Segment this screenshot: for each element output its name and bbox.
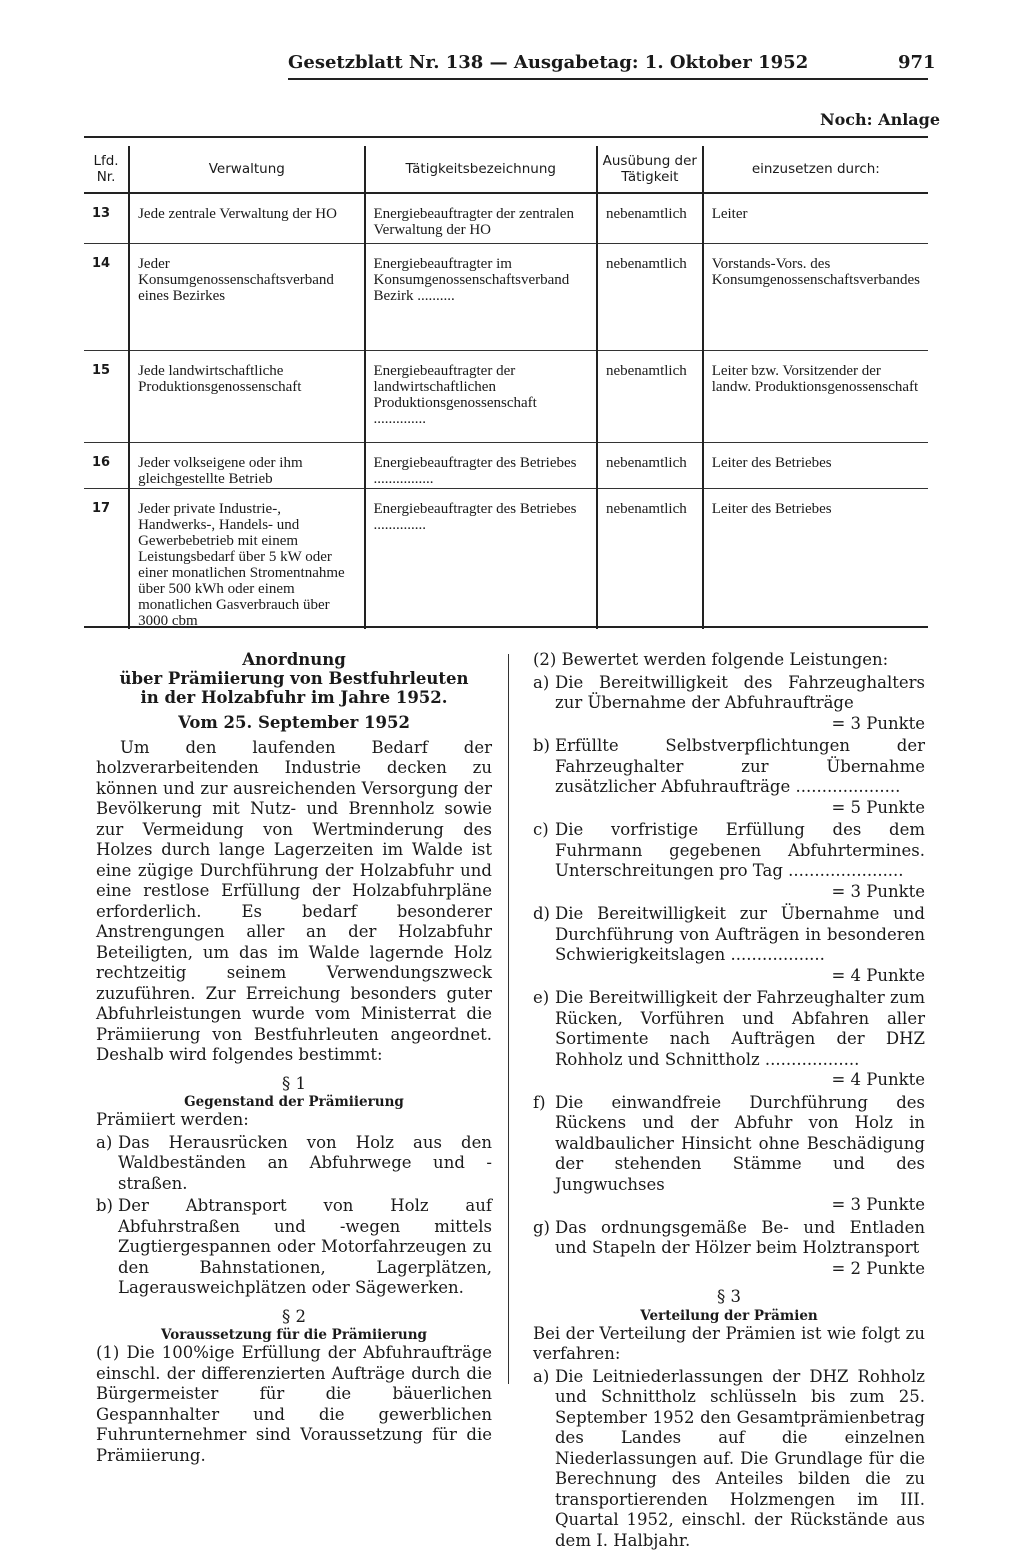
item-label: b)	[96, 1196, 113, 1215]
item-points: = 3 Punkte	[831, 1195, 925, 1214]
section-intro: (2) Bewertet werden folgende Leistungen:	[533, 650, 889, 669]
col-header-verwaltung: Verwaltung	[129, 146, 364, 193]
page-number: 971	[898, 52, 936, 73]
item-label: a)	[96, 1132, 113, 1152]
cell-taetigkeit: Energiebeauftragter des Betriebes ..............	[365, 488, 597, 629]
item-text	[555, 904, 925, 986]
column-divider	[508, 654, 509, 1384]
cell-verwaltung: Jede zentrale Verwaltung der HO	[129, 193, 364, 243]
ordinance-date: Vom 25. September 1952	[178, 713, 410, 732]
section-number: § 1	[282, 1073, 306, 1093]
ordinance-title-line: über Prämiierung von Bestfuhrleuten	[119, 669, 469, 688]
section-title: Verteilung der Prämien	[640, 1307, 818, 1324]
list-item	[533, 1218, 925, 1280]
item-label: f)	[533, 1092, 546, 1112]
cell-ausuebung: nebenamtlich	[597, 488, 703, 629]
cell-taetigkeit: Energiebeauftragter des Betriebes ................	[365, 442, 597, 488]
item-points: = 3 Punkte	[831, 881, 925, 901]
item-label: c)	[533, 820, 549, 839]
item-text-body: Die Bereitwilligkeit des Fahrzeughalters zur Übernahme der Abfuhraufträge	[555, 672, 925, 712]
cell-taetigkeit: Energiebeauftragter der zentralen Verwaltung der HO	[365, 193, 597, 243]
gazette-title: Gesetzblatt Nr. 138 — Ausgabetag: 1. Oktober 1952	[288, 52, 809, 73]
table-row	[84, 243, 928, 350]
right-column	[533, 650, 925, 1553]
list-item	[533, 904, 925, 986]
table-row	[84, 193, 928, 243]
item-label: d)	[533, 904, 550, 923]
item-label: e)	[533, 988, 550, 1007]
cell-nr: 16	[84, 442, 129, 488]
cell-ausuebung: nebenamtlich	[597, 442, 703, 488]
table-row	[84, 350, 928, 442]
list-item	[96, 1133, 492, 1195]
item-text	[555, 988, 925, 1091]
col-header-nr: Lfd. Nr.	[84, 146, 129, 193]
item-label: g)	[533, 1217, 550, 1237]
col-header-durch: einzusetzen durch:	[703, 146, 928, 193]
table-header-row	[84, 146, 928, 193]
cell-verwaltung: Jeder private Industrie-, Handwerks-, Handels- und Gewerbebetrieb mit einem Leistungsbedarf über 5 kW oder einer monatlichen Stromentnahme über 500 kWh oder einem monatlichen Gasverbrauch über 3000 cbm	[129, 488, 364, 629]
list-item	[533, 736, 925, 818]
item-text-body: Die Bereitwilligkeit der Fahrzeughalter zum Rücken, Vorführen und Abfahren aller Sortimente nach Aufträgen der DHZ Rohholz und Schnittholz ..................	[555, 988, 925, 1069]
item-text	[555, 1093, 925, 1216]
item-text-body: Die vorfristige Erfüllung des dem Fuhrmann gegebenen Abfuhrtermines. Unterschreitungen pro Tag ......................	[555, 820, 925, 880]
list-item	[533, 1093, 925, 1216]
list-item	[533, 820, 925, 902]
section-intro: Prämiiert werden:	[96, 1110, 249, 1129]
table-top-rule	[84, 136, 928, 138]
table-bottom-rule	[84, 626, 928, 628]
left-column	[96, 650, 492, 1466]
list-item	[533, 673, 925, 735]
cell-ausuebung: nebenamtlich	[597, 350, 703, 442]
item-text	[555, 736, 925, 818]
cell-ausuebung: nebenamtlich	[597, 243, 703, 350]
cell-durch: Leiter des Betriebes	[703, 442, 928, 488]
cell-taetigkeit: Energiebeauftragter im Konsumgenossenschaftsverband Bezirk ..........	[365, 243, 597, 350]
table-row	[84, 442, 928, 488]
item-label: b)	[533, 736, 550, 755]
item-text: Das Herausrücken von Holz aus den Waldbeständen an Abfuhrwege und -straßen.	[118, 1132, 492, 1193]
item-text-body: Die einwandfreie Durchführung des Rückens und der Abfuhr von Holz in waldbaulicher Hinsicht ohne Beschädigung der stehenden Stämme und des Jungwuchses	[555, 1092, 925, 1194]
item-label: a)	[533, 1366, 550, 1386]
section-title: Voraussetzung für die Prämiierung	[161, 1327, 427, 1343]
col-header-ausuebung: Ausübung der Tätigkeit	[597, 146, 703, 193]
cell-durch: Leiter bzw. Vorsitzender der landw. Produktionsgenossenschaft	[703, 350, 928, 442]
item-text	[555, 1218, 925, 1280]
item-points: = 4 Punkte	[831, 965, 925, 985]
item-text	[555, 673, 925, 735]
preamble: Um den laufenden Bedarf der holzverarbeitenden Industrie decken zu können und zur ausreichenden Versorgung der Bevölkerung mit Nutz- und Brennholz sowie zur Vermeidung von Wertminderung des Holzes durch lange Lagerzeiten im Walde ist eine zügige Durchführung der Holzabfuhr und eine restlose Erfüllung der Holzabfuhrpläne erforderlich. Es bedarf besonderer Anstrengungen aller an der Holzabfuhr Beteiligten, um das im Walde lagernde Holz rechtzeitig seinem Verwendungszweck zuzuführen. Zur Erreichung besonders guter Abfuhrleistungen wurde vom Ministerrat die Prämiierung von Bestfuhrleuten angeordnet. Deshalb wird folgendes bestimmt:	[96, 737, 492, 1064]
section-number: § 2	[282, 1306, 306, 1326]
annex-label: Noch: Anlage	[820, 110, 941, 129]
item-text	[555, 820, 925, 902]
cell-nr: 15	[84, 350, 129, 442]
cell-durch: Leiter des Betriebes	[703, 488, 928, 629]
item-text-body: Die Bereitwilligkeit zur Übernahme und Durchführung von Aufträgen in besonderen Schwierigkeitslagen ..................	[555, 904, 925, 964]
section-title: Gegenstand der Prämiierung	[184, 1094, 404, 1110]
section-intro: Bei der Verteilung der Prämien ist wie folgt zu verfahren:	[533, 1323, 925, 1363]
item-points: = 5 Punkte	[831, 797, 925, 817]
annex-table	[84, 146, 928, 629]
cell-verwaltung: Jede landwirtschaftliche Produktionsgenossenschaft	[129, 350, 364, 442]
cell-nr: 14	[84, 243, 129, 350]
ordinance-title-line: Anordnung	[242, 650, 346, 669]
ordinance-title	[96, 650, 492, 707]
item-text: Der Abtransport von Holz auf Abfuhrstraßen und -wegen mittels Zugtiergespannen oder Motorfahrzeugen zu den Bahnstationen, Lagerplätzen, Lagerausweichplätzen oder Sägewerken.	[118, 1196, 492, 1297]
cell-durch: Vorstands-Vors. des Konsumgenossenschaftsverbandes	[703, 243, 928, 350]
item-points: = 4 Punkte	[831, 1070, 925, 1089]
item-points: = 3 Punkte	[831, 713, 925, 733]
cell-taetigkeit: Energiebeauftragter der landwirtschaftlichen Produktionsgenossenschaft ..............	[365, 350, 597, 442]
ordinance-title-line: in der Holzabfuhr im Jahre 1952.	[140, 688, 448, 707]
item-points: = 2 Punkte	[831, 1258, 925, 1278]
cell-nr: 13	[84, 193, 129, 243]
section-paragraph: (1) Die 100%ige Erfüllung der Abfuhraufträge einschl. der differenzierten Aufträge durch die Bürgermeister für die bäuerlichen Gespannhalter und die gewerblichen Fuhrunternehmer sind Voraussetzung für die Prämiierung.	[96, 1343, 492, 1465]
list-item	[533, 988, 925, 1091]
col-header-taetigkeit: Tätigkeitsbezeichnung	[365, 146, 597, 193]
cell-nr: 17	[92, 500, 111, 516]
list-item	[96, 1196, 492, 1299]
cell-durch: Leiter	[703, 193, 928, 243]
header-rule	[288, 78, 928, 80]
table-row	[84, 488, 928, 629]
item-text: Die Leitniederlassungen der DHZ Rohholz und Schnittholz schlüsseln bis zum 25. September 1952 den Gesamtprämienbetrag des Landes auf die einzelnen Niederlassungen auf. Die Grundlage für die Berechnung des Anteiles bilden die zu transportierenden Holzmengen im III. Quartal 1952, einschl. der Rückstände aus dem I. Halbjahr.	[555, 1366, 925, 1550]
cell-verwaltung: Jeder Konsumgenossenschaftsverband eines Bezirkes	[129, 243, 364, 350]
list-item	[533, 1367, 925, 1552]
cell-verwaltung: Jeder volkseigene oder ihm gleichgestellte Betrieb	[129, 442, 364, 488]
cell-ausuebung: nebenamtlich	[597, 193, 703, 243]
item-text-body: Erfüllte Selbstverpflichtungen der Fahrzeughalter zur Übernahme zusätzlicher Abfuhraufträge ....................	[555, 736, 925, 796]
section-number: § 3	[717, 1287, 741, 1306]
item-label: a)	[533, 672, 550, 692]
item-text-body: Das ordnungsgemäße Be- und Entladen und Stapeln der Hölzer beim Holztransport	[555, 1217, 925, 1257]
